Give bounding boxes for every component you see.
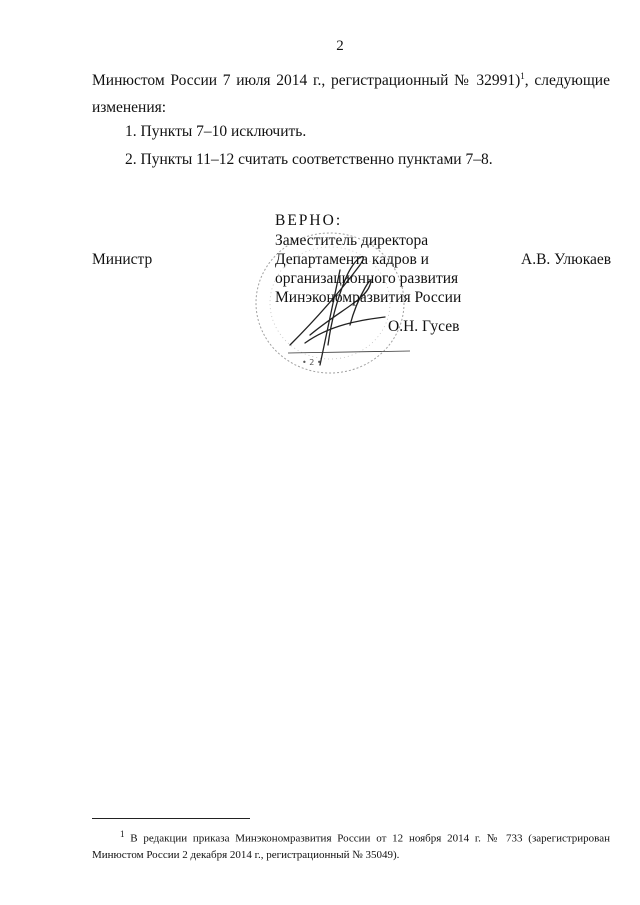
attestation-line: Минэкономразвития России [275, 289, 462, 306]
signer-name: О.Н. Гусев [388, 318, 460, 335]
attestation-line: Заместитель директора [275, 232, 429, 249]
footnote-line-1 [92, 826, 610, 847]
attestation-heading: ВЕРНО: [275, 212, 343, 229]
body-paragraph-tail: , следующие [524, 72, 610, 90]
attestation-line: Департамента кадров и [275, 251, 429, 268]
body-paragraph-text: Минюстом России 7 июля 2014 г., регистрационный № 32991) [92, 72, 521, 90]
footnote-line-2: Минюстом России 2 декабря 2014 г., регистрационный № 35049). [92, 848, 400, 861]
page-number: 2 [336, 38, 344, 54]
footnote-text: В редакции приказа Минэкономразвития России от 12 ноября 2014 г. № 733 (зарегистрирован [130, 832, 610, 845]
body-paragraph-line-2: изменения: [92, 99, 167, 116]
minister-title: Министр [92, 251, 153, 268]
footnote-reference: 1 [520, 71, 525, 81]
minister-name: А.В. Улюкаев [521, 251, 612, 268]
attestation-line: организационного развития [275, 270, 459, 287]
list-item: 2. Пункты 11–12 считать соответственно пунктами 7–8. [125, 151, 493, 168]
svg-text:• 2 •: • 2 • [302, 358, 322, 367]
footnote [92, 826, 610, 863]
list-item: 1. Пункты 7–10 исключить. [125, 123, 307, 140]
body-paragraph-line-1 [92, 71, 610, 90]
footnote-divider [92, 818, 250, 819]
footnote-marker: 1 [120, 829, 125, 839]
